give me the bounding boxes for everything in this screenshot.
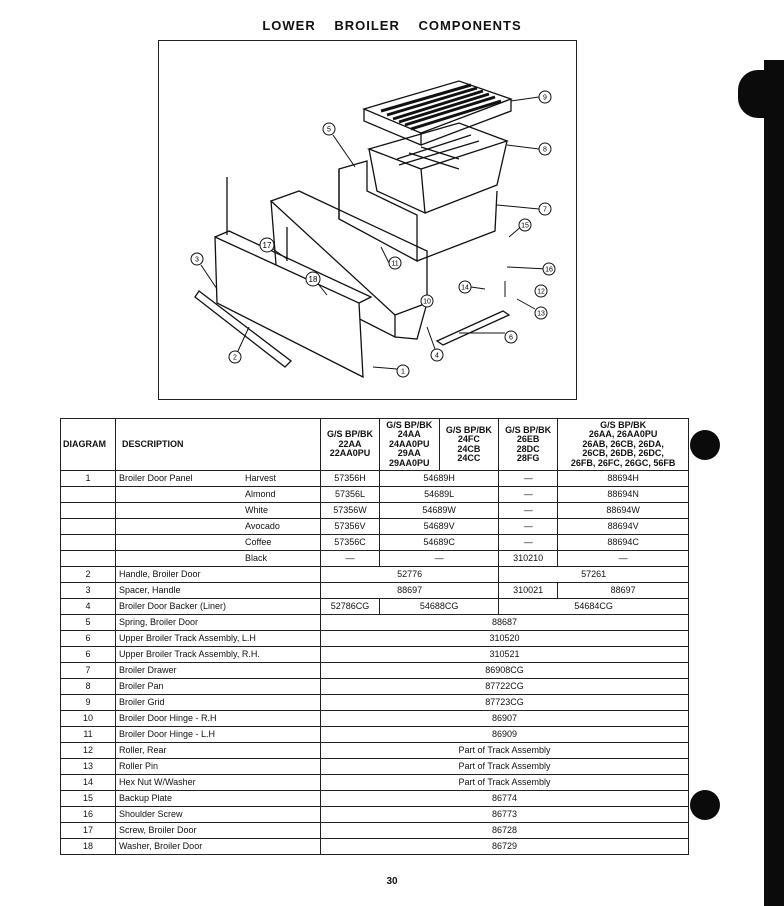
- svg-text:1: 1: [401, 368, 405, 376]
- scan-tab: [738, 70, 778, 118]
- table-row: 5 Spring, Broiler Door 88687: [61, 615, 689, 631]
- table-row: Almond 57356L 54689L — 88694N: [61, 487, 689, 503]
- svg-text:9: 9: [543, 94, 547, 102]
- scan-edge: [764, 60, 784, 906]
- callout-7: [497, 203, 551, 215]
- table-row: Black — — 310210 —: [61, 551, 689, 567]
- table-row: 8 Broiler Pan 87722CG: [61, 679, 689, 695]
- callout-6: [459, 331, 517, 343]
- svg-text:6: 6: [509, 334, 513, 342]
- svg-text:4: 4: [435, 352, 439, 360]
- svg-text:17: 17: [262, 241, 272, 250]
- table-row: 15 Backup Plate 86774: [61, 791, 689, 807]
- table-row: 13 Roller Pin Part of Track Assembly: [61, 759, 689, 775]
- callout-12: [505, 281, 547, 297]
- page-number: 30: [386, 876, 398, 887]
- callout-9: [511, 91, 551, 103]
- table-row: 14 Hex Nut W/Washer Part of Track Assembly: [61, 775, 689, 791]
- table-row: 18 Washer, Broiler Door 86729: [61, 839, 689, 855]
- svg-text:10: 10: [423, 298, 431, 306]
- table-row: 17 Screw, Broiler Door 86728: [61, 823, 689, 839]
- svg-text:12: 12: [537, 288, 545, 296]
- header-col1: G/S BP/BK 22AA 22AA0PU: [321, 419, 380, 471]
- table-row: 6 Upper Broiler Track Assembly, R.H. 310521: [61, 647, 689, 663]
- header-col5: G/S BP/BK 26AA, 26AA0PU 26AB, 26CB, 26DA, 26CB, 26DB, 26DC, 26FB, 26FC, 26GC, 56FB: [558, 419, 689, 471]
- table-row: 2 Handle, Broiler Door 52776 57261: [61, 567, 689, 583]
- svg-text:3: 3: [195, 256, 199, 264]
- header-col3: G/S BP/BK 24FC 24CB 24CC: [439, 419, 499, 471]
- table-row: 3 Spacer, Handle 88697 310021 88697: [61, 583, 689, 599]
- svg-text:7: 7: [543, 206, 547, 214]
- callout-13: [517, 299, 547, 319]
- header-diagram: DIAGRAM: [61, 419, 116, 471]
- table-row: 11 Broiler Door Hinge - L.H 86909: [61, 727, 689, 743]
- header-col2: G/S BP/BK 24AA 24AA0PU 29AA 29AA0PU: [380, 419, 440, 471]
- svg-text:2: 2: [233, 354, 237, 362]
- callout-14: [459, 281, 485, 293]
- table-row: 4 Broiler Door Backer (Liner) 52786CG 54688CG 54684CG: [61, 599, 689, 615]
- parts-table: [60, 418, 689, 855]
- svg-text:14: 14: [461, 284, 469, 292]
- svg-text:11: 11: [391, 260, 399, 268]
- table-row: 7 Broiler Drawer 86908CG: [61, 663, 689, 679]
- callout-8: [507, 143, 551, 155]
- broiler-exploded-view: [159, 41, 576, 399]
- svg-text:13: 13: [537, 310, 545, 318]
- callout-10: [421, 289, 433, 307]
- binder-hole: [690, 430, 720, 460]
- svg-text:16: 16: [545, 266, 553, 274]
- table-row: 10 Broiler Door Hinge - R.H 86907: [61, 711, 689, 727]
- table-row: 6 Upper Broiler Track Assembly, L.H 310520: [61, 631, 689, 647]
- callout-15: [509, 219, 531, 237]
- callout-16: [507, 263, 555, 275]
- table-row: Avocado 57356V 54689V — 88694V: [61, 519, 689, 535]
- table-row: Coffee 57356C 54689C — 88694C: [61, 535, 689, 551]
- exploded-diagram: [158, 40, 577, 400]
- table-row: 16 Shoulder Screw 86773: [61, 807, 689, 823]
- table-row: 1 Broiler Door Panel Harvest 57356H 54689H — 88694H: [61, 471, 689, 487]
- table-row: 9 Broiler Grid 87723CG: [61, 695, 689, 711]
- svg-text:8: 8: [543, 146, 547, 154]
- header-description: DESCRIPTION: [116, 419, 321, 471]
- table-row: 12 Roller, Rear Part of Track Assembly: [61, 743, 689, 759]
- svg-text:15: 15: [521, 222, 529, 230]
- page-title: LOWER BROILER COMPONENTS: [262, 18, 522, 33]
- callout-3: [191, 253, 217, 289]
- callout-5: [323, 123, 355, 167]
- callout-2: [229, 327, 249, 363]
- table-header-row: [61, 419, 689, 471]
- table-row: White 57356W 54689W — 88694W: [61, 503, 689, 519]
- svg-text:18: 18: [308, 275, 318, 284]
- callout-17: [260, 238, 287, 259]
- binder-hole: [690, 790, 720, 820]
- header-col4: G/S BP/BK 26EB 28DC 28FG: [499, 419, 558, 471]
- svg-text:5: 5: [327, 126, 331, 134]
- callout-1: [373, 365, 409, 377]
